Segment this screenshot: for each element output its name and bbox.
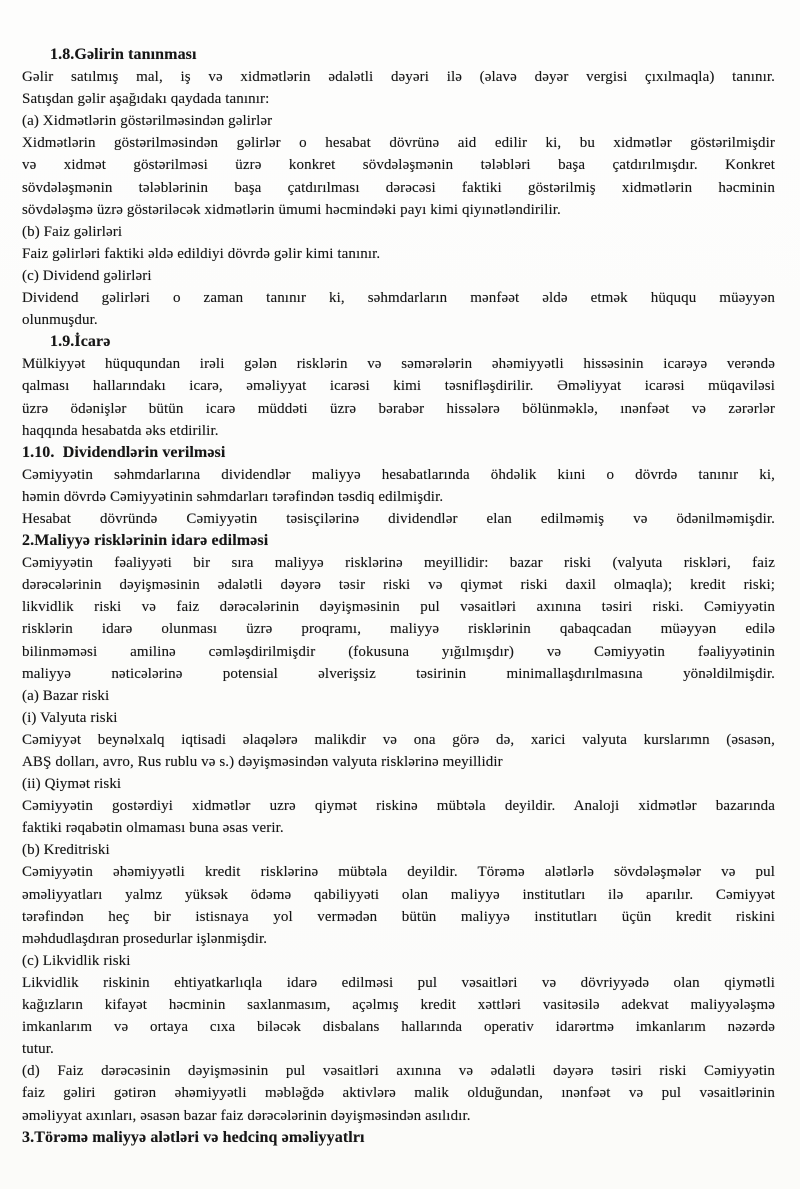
document-line: Mülkiyyət hüququndan irəli gələn risklərin və səmərələrin əhəmiyyətli hissəsinin icarəyə verəndə <box>22 356 775 373</box>
document-line: imkanlarım və ortaya cıxa biləcək disbalans hallarında operativ idarərtmə imkanlarım nəzərdə <box>22 1019 775 1036</box>
document-line: məhdudlaşdıran prosedurlar işlənmişdir. <box>22 930 268 947</box>
document-line: Cəmiyyətin əhəmiyyətli kredit risklərinə mübtəla deyildir. Törəmə alətlərlə sövdələşmələr və pul <box>22 864 775 881</box>
document-line: həmin dövrdə Cəmiyyətinin səhmdarları tərəfindən təsdiq edilmişdir. <box>22 488 444 505</box>
document-line: faktiki rəqabətin olmaması buna əsas verir. <box>22 820 284 837</box>
document-line: bilinməməsi amilinə cəmləşdirilmişdir (fokusuna yığılmışdır) və Cəmiyyətin fəaliyyətinin <box>22 643 775 660</box>
document-line: Cəmiyyətin səhmdarlarına dividendlər maliyyə hesabatlarında öhdəlik kiıni o dövrdə tanınır ki, <box>22 466 775 483</box>
document-line: (a) Xidmətlərin göstərilməsindən gəlirlər <box>22 113 273 130</box>
section-heading: 1.9.İcarə <box>50 333 111 351</box>
document-line: əməliyyatları yalmz yüksək ödəmə qabiliyyəti olan maliyyə institutları ilə aparılır. Cəmiyyət <box>22 886 775 903</box>
document-line: Gəlir satılmış mal, iş və xidmətlərin ədalətli dəyəri ilə (əlavə dəyər vergisi çıxılmaqla) tanınır. <box>22 69 775 86</box>
document-line: qalması hallarındakı icarə, əməliyyat icarəsi kimi təsnifləşdirilir. Əməliyyat icarəsi müqaviləsi <box>22 378 775 395</box>
document-line: Likvidlik riskinin ehtiyatkarlıqla idarə edilməsi pul vəsaitləri və dövriyyədə olan qiymətli <box>22 974 775 991</box>
document-line: Hesabat dövründə Cəmiyyətin təsisçilərinə dividendlər elan edilməmiş və ödənilməmişdir. <box>22 510 775 527</box>
document-line: Satışdan gəlir aşağıdakı qaydada tanınır: <box>22 91 270 108</box>
document-line: (d) Faiz dərəcəsinin dəyişməsinin pul vəsaitləri axınına və ədalətli dəyərə təsiri riski Cəmiyyətin <box>22 1063 775 1080</box>
document-line: üzrə ödənişlər bütün icarə müddəti üzrə bərabər hissələrə bölünməklə, ınənfəət və zərərlər <box>22 400 775 417</box>
document-line: dərəcələrinin dəyişməsinin ədalətli dəyərə təsir riski və qiymət riski daxil olmaqla); kredit riski; <box>22 577 775 594</box>
document-line: likvidlik riski və faiz dərəcələrinin dəyişməsinin pul vəsaitləri axınına təsiri riski. Cəmiyyətin <box>22 599 775 616</box>
document-line: (c) Likvidlik riski <box>22 952 131 969</box>
section-heading: 2.Maliyyə risklərinin idarə edilməsi <box>22 532 269 550</box>
document-line: maliyyə nəticələrinə potensial əlverişsiz təsirinin minimallaşdırılmasına yönəldilmişdir. <box>22 665 775 682</box>
document-line: Cəmiyyətin fəaliyyəti bir sıra maliyyə risklərinə meyillidir: bazar riski (valyuta riskləri, faiz <box>22 555 775 572</box>
document-line: Cəmiyyətin gostərdiyi xidmətlər uzrə qiymət riskinə mübtəla deyildir. Analoji xidmətlər bazarında <box>22 798 775 815</box>
document-line: (b) Kreditriski <box>22 842 110 859</box>
document-line: (i) Valyuta riski <box>22 709 118 726</box>
document-line: faiz gəliri gətirən əhəmiyyətli məbləğdə aktivlərə malik olduğundan, ınənfəət və pul vəsaitlərinin <box>22 1085 775 1102</box>
document-line: tərəfindən heç bir istisnaya yol vermədən bütün maliyyə institutları üçün kredit riskini <box>22 908 775 925</box>
document-line: və xidmət göstərilməsi üzrə konkret sövdələşmənin tələbləri başa çatdırılmışdır. Konkret <box>22 157 775 174</box>
document-line: risklərin idarə olunması üzrə proqramı, maliyyə risklərinin qabaqcadan müəyyən edilə <box>22 621 775 638</box>
document-line: kağızların kifayət həcminin saxlanmasım, açəlmış kredit xəttləri vasitəsilə adekvat maliyyələşmə <box>22 997 775 1014</box>
document-line: (c) Dividend gəlirləri <box>22 267 152 284</box>
section-heading: 1.8.Gəlirin tanınması <box>50 46 197 63</box>
document-line: Xidmətlərin göstərilməsindən gəlirlər o hesabat dövrünə aid edilir ki, bu xidmətlər göstərilmişdir <box>22 135 775 152</box>
document-line: Cəmiyyət beynəlxalq iqtisadi əlaqələrə malikdir və ona görə də, xarici valyuta kurslarımn (əsasən, <box>22 731 775 748</box>
document-line: Faiz gəlirləri faktiki əldə edildiyi dövrdə gəlir kimi tanınır. <box>22 245 381 262</box>
document-line: Dividend gəlirləri o zaman tanınır ki, səhmdarların mənfəət əldə etmək hüququ müəyyən <box>22 290 775 307</box>
document-line: haqqında hesabatda əks etdirilir. <box>22 422 219 439</box>
document-line: olunmuşdur. <box>22 312 98 329</box>
document-line: ABŞ dolları, avro, Rus rublu və s.) dəyişməsindən valyuta risklərinə meyillidir <box>22 754 503 770</box>
document-line: sövdələşmənin tələblərinin başa çatdırılması dərəcəsi faktiki göstərilmiş xidmətlərin həcminin <box>22 179 775 196</box>
document-line: tutur. <box>22 1041 54 1058</box>
document-line: əməliyyat axınları, əsasən bazar faiz dərəcələrinin dəyişməsindən asılıdır. <box>22 1107 471 1124</box>
document-line: (b) Faiz gəlirləri <box>22 223 123 240</box>
document-line: sövdələşmə üzrə göstəriləcək xidmətlərin ümumi həcmindəki payı kimi qiyınətləndirilir. <box>22 201 561 218</box>
document-line: (a) Bazar riski <box>22 687 110 704</box>
document-line: (ii) Qiymət riski <box>22 776 122 793</box>
section-heading: 3.Törəmə maliyyə alətləri və hedcinq əməliyyatlrı <box>22 1128 365 1146</box>
section-heading: 1.10. Dividendlərin verilməsi <box>22 443 226 461</box>
